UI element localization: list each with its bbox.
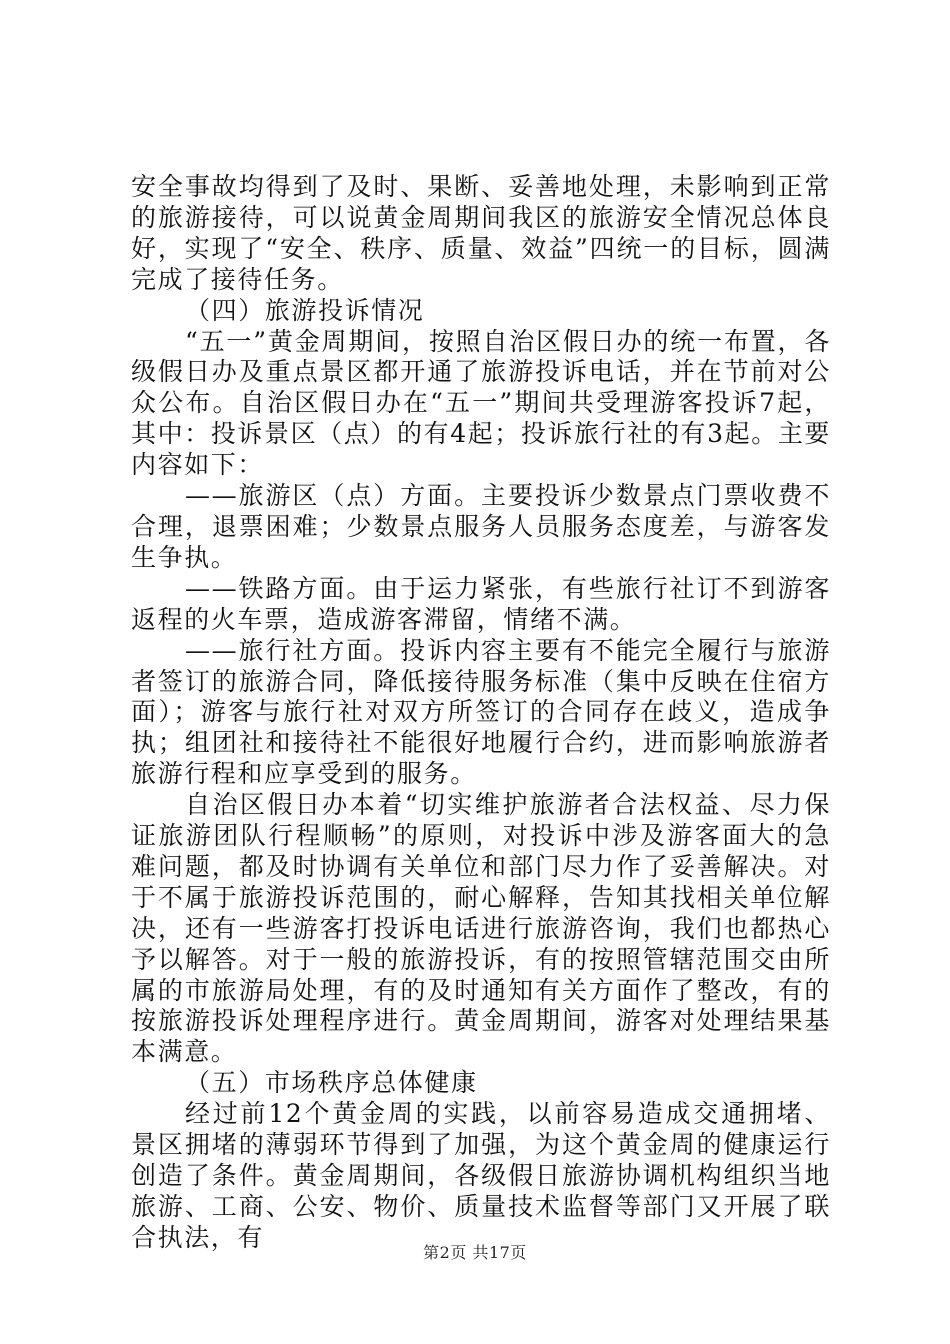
paragraph-railway: ——铁路方面。由于运力紧张，有些旅行社订不到游客返程的火车票，造成游客滞留，情绪不满。 xyxy=(131,573,831,634)
section-heading-market-order: （五）市场秩序总体健康 xyxy=(185,1068,478,1098)
paragraph-complaints-overview: “五一”黄金周期间，按照自治区假日办的统一布置，各级假日办及重点景区都开通了旅游投诉电话，并在节前对公众公布。自治区假日办在“五一”期间共受理游客投诉7起，其中：投诉景区（点）的有4起；投诉旅行社的有3起。主要内容如下： xyxy=(131,326,832,480)
section-heading-complaints: （四）旅游投诉情况 xyxy=(185,295,425,325)
paragraph-scenic-areas: ——旅游区（点）方面。主要投诉少数景点门票收费不合理，退票困难；少数景点服务人员服务态度差，与游客发生争执。 xyxy=(131,481,831,572)
paragraph-complaint-handling: 自治区假日办本着“切实维护旅游者合法权益、尽力保证旅游团队行程顺畅”的原则，对投诉中涉及游客面大的急难问题，都及时协调有关单位和部门尽力作了妥善解决。对于不属于旅游投诉范围的，耐心解释，告知其找相关单位解决，还有一些游客打投诉电话进行旅游咨询，我们也都热心予以解答。对于一般的旅游投诉，有的按照管辖范围交由所属的市旅游局处理，有的及时通知有关方面作了整改，有的按旅游投诉处理程序进行。黄金周期间，游客对处理结果基本满意。 xyxy=(131,790,831,1067)
document-body xyxy=(131,172,831,1254)
paragraph-continuation: 安全事故均得到了及时、果断、妥善地处理，未影响到正常的旅游接待，可以说黄金周期间我区的旅游安全情况总体良好，实现了“安全、秩序、质量、效益”四统一的目标，圆满完成了接待任务。 xyxy=(131,172,831,294)
paragraph-market-order: 经过前12个黄金周的实践，以前容易造成交通拥堵、景区拥堵的薄弱环节得到了加强，为这个黄金周的健康运行创造了条件。黄金周期间，各级假日旅游协调机构组织当地旅游、工商、公安、物价、质量技术监督等部门又开展了联合执法，有 xyxy=(131,1099,831,1252)
page-footer: 第2页 共17页 xyxy=(423,1243,527,1262)
paragraph-travel-agencies: ——旅行社方面。投诉内容主要有不能完全履行与旅游者签订的旅游合同，降低接待服务标准（集中反映在住宿方面）；游客与旅行社对双方所签订的合同存在歧义，造成争执；组团社和接待社不能很好地履行合约，进而影响旅游者旅游行程和应享受到的服务。 xyxy=(131,635,831,789)
